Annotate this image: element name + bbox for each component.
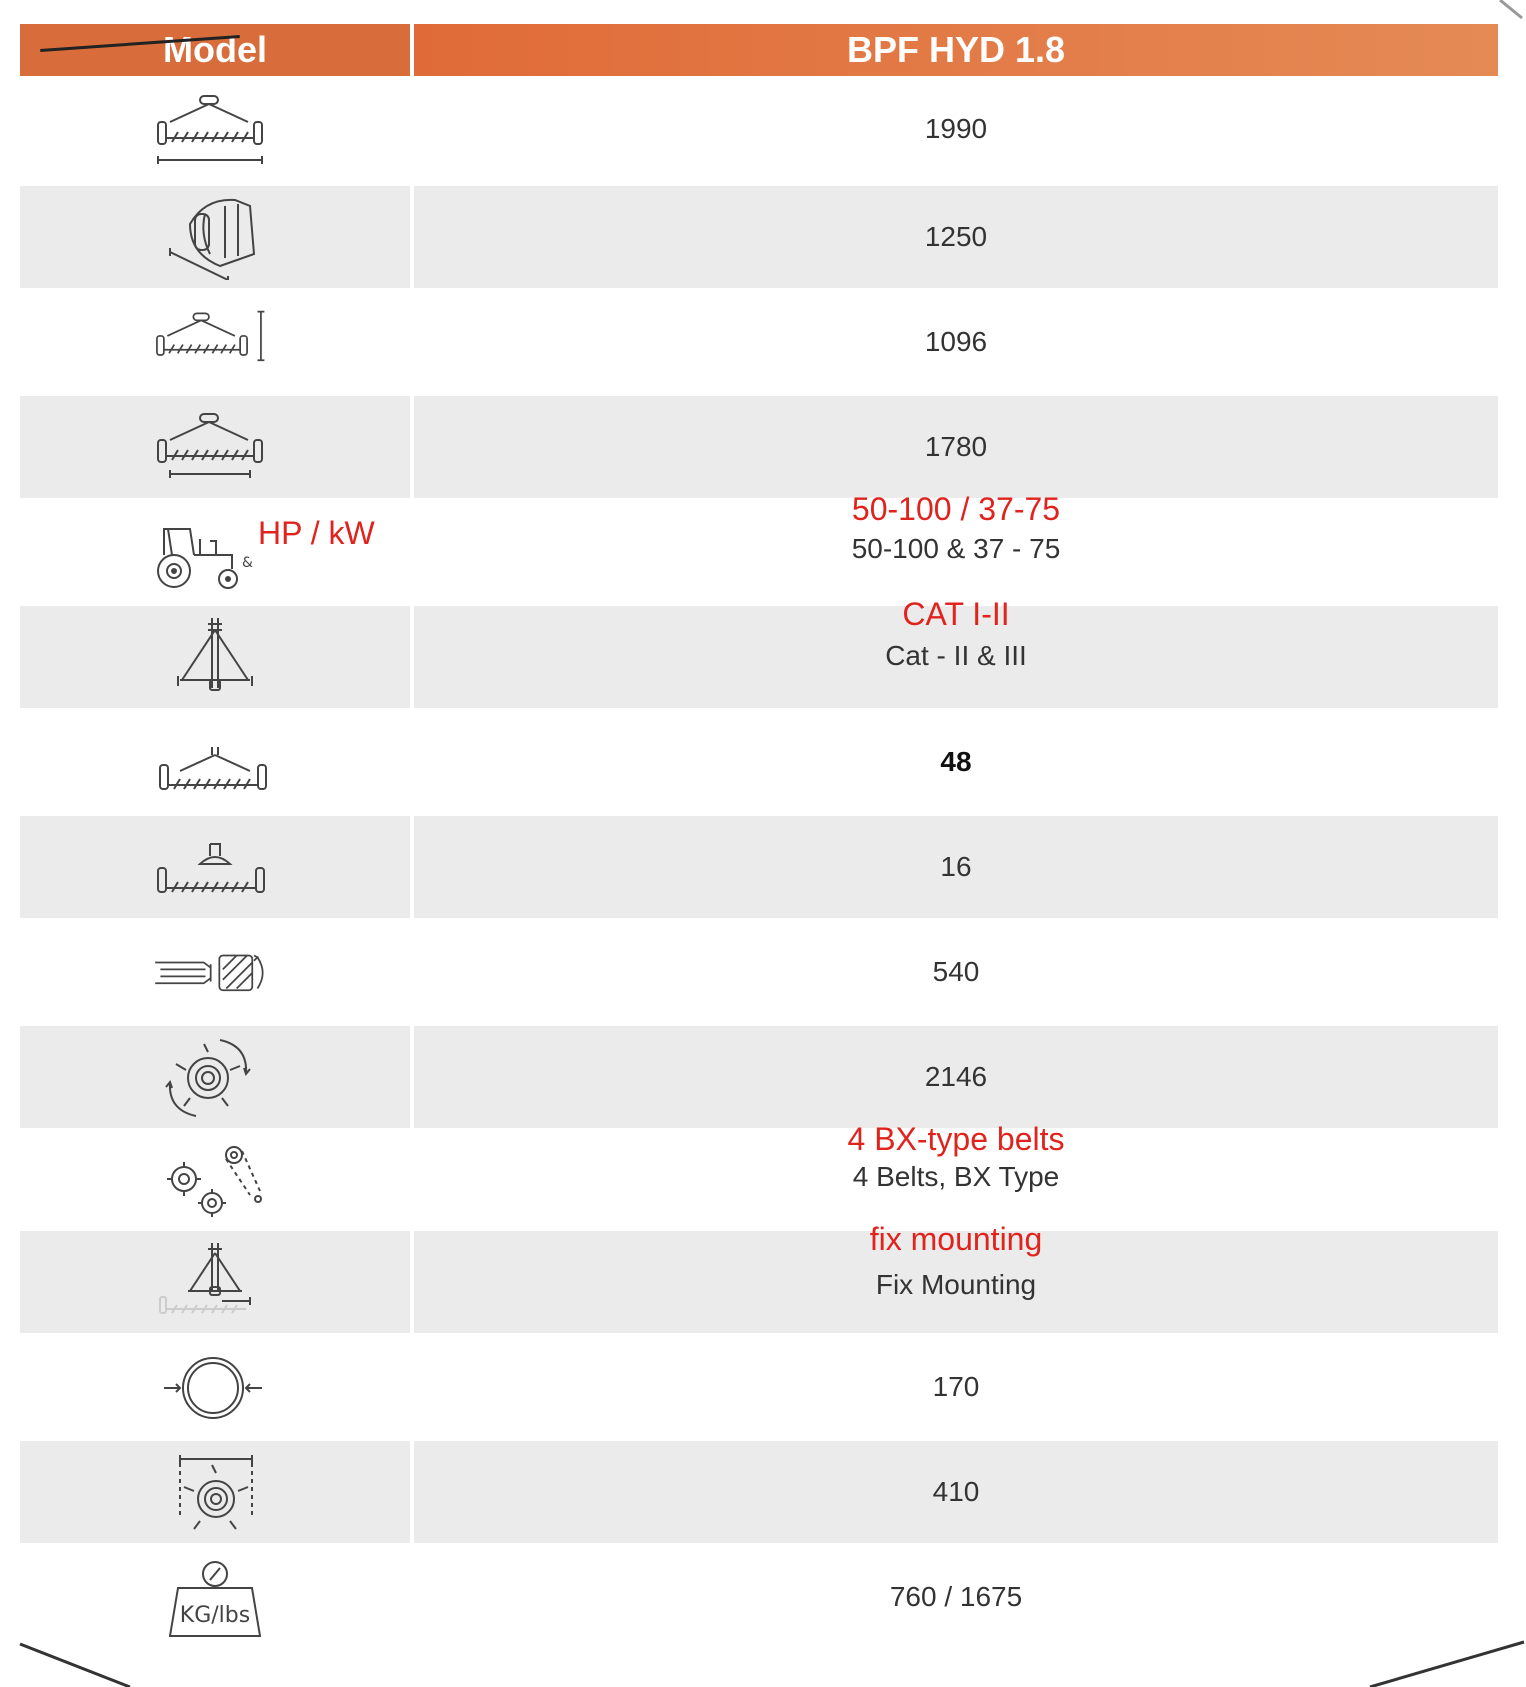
model-label: Model	[163, 29, 267, 70]
rotor-speed-icon	[150, 1034, 280, 1120]
spec-row-height	[20, 291, 1498, 393]
rotor-diameter-icon	[150, 1344, 280, 1430]
height-value: 1096	[924, 326, 988, 357]
spec-row-cutting-diameter	[20, 1441, 1498, 1543]
spec-row-transmission	[20, 1121, 1498, 1233]
spec-row-working-width	[20, 396, 1498, 498]
pto-speed-value: 540	[932, 956, 980, 987]
weight-icon	[150, 1554, 280, 1640]
three-point-hitch-icon	[150, 614, 280, 700]
rotor-diameter-value: 170	[932, 1371, 980, 1402]
decorative-top-corner	[1496, 0, 1526, 22]
blade-count-icon	[150, 719, 280, 805]
overall-width-icon	[150, 86, 280, 172]
hitch-category-value: Cat - II & III	[885, 640, 1027, 671]
decorative-corner-lines	[0, 1640, 1526, 1687]
transmission-annotation: 4 BX-type belts	[847, 1121, 1065, 1157]
spec-row-blade-holders	[20, 816, 1498, 918]
power-annotation: 50-100 / 37-75	[851, 491, 1061, 527]
power-unit-annotation: HP / kW	[258, 515, 375, 551]
cutting-diameter-icon	[150, 1449, 280, 1535]
spec-row-mounting	[20, 1221, 1498, 1333]
weight-value: 760 / 1675	[889, 1581, 1023, 1612]
mounting-type-icon	[150, 1239, 280, 1325]
overall-width-value: 1990	[924, 113, 988, 144]
spec-row-overall-width	[20, 78, 1498, 180]
spec-table-header	[20, 24, 1498, 76]
model-header-cell	[20, 24, 410, 76]
spec-row-tractor-power	[20, 491, 1498, 603]
height-icon	[150, 299, 280, 385]
mounting-annotation: fix mounting	[869, 1221, 1043, 1257]
length-value: 1250	[924, 221, 988, 252]
spec-row-length	[20, 186, 1498, 288]
belt-drive-icon	[150, 1139, 280, 1225]
blade-holder-value: 16	[940, 851, 972, 882]
product-header-cell	[414, 24, 1498, 76]
spec-row-weight	[20, 1546, 1498, 1648]
length-icon	[150, 194, 280, 280]
spec-row-rotor-diameter	[20, 1336, 1498, 1438]
cutting-diameter-value: 410	[932, 1476, 980, 1507]
svg-text:&: &	[242, 555, 253, 571]
transmission-value: 4 Belts, BX Type	[852, 1161, 1060, 1192]
tractor-power-value: 50-100 & 37 - 75	[851, 533, 1061, 564]
blade-holder-icon	[150, 824, 280, 910]
pto-shaft-icon	[150, 929, 280, 1015]
spec-row-rotor-speed	[20, 1026, 1498, 1128]
weight-unit-label: KG/lbs	[179, 1603, 251, 1628]
spec-row-hitch-category	[20, 596, 1498, 708]
spec-row-blade-count	[20, 711, 1498, 813]
rotor-speed-value: 2146	[924, 1061, 988, 1092]
mounting-value: Fix Mounting	[875, 1269, 1037, 1300]
hitch-annotation: CAT I-II	[902, 596, 1010, 632]
blade-count-value: 48	[940, 746, 972, 777]
product-name: BPF HYD 1.8	[846, 29, 1066, 70]
spec-row-pto-speed	[20, 921, 1498, 1023]
working-width-value: 1780	[924, 431, 988, 462]
working-width-icon	[150, 404, 280, 490]
